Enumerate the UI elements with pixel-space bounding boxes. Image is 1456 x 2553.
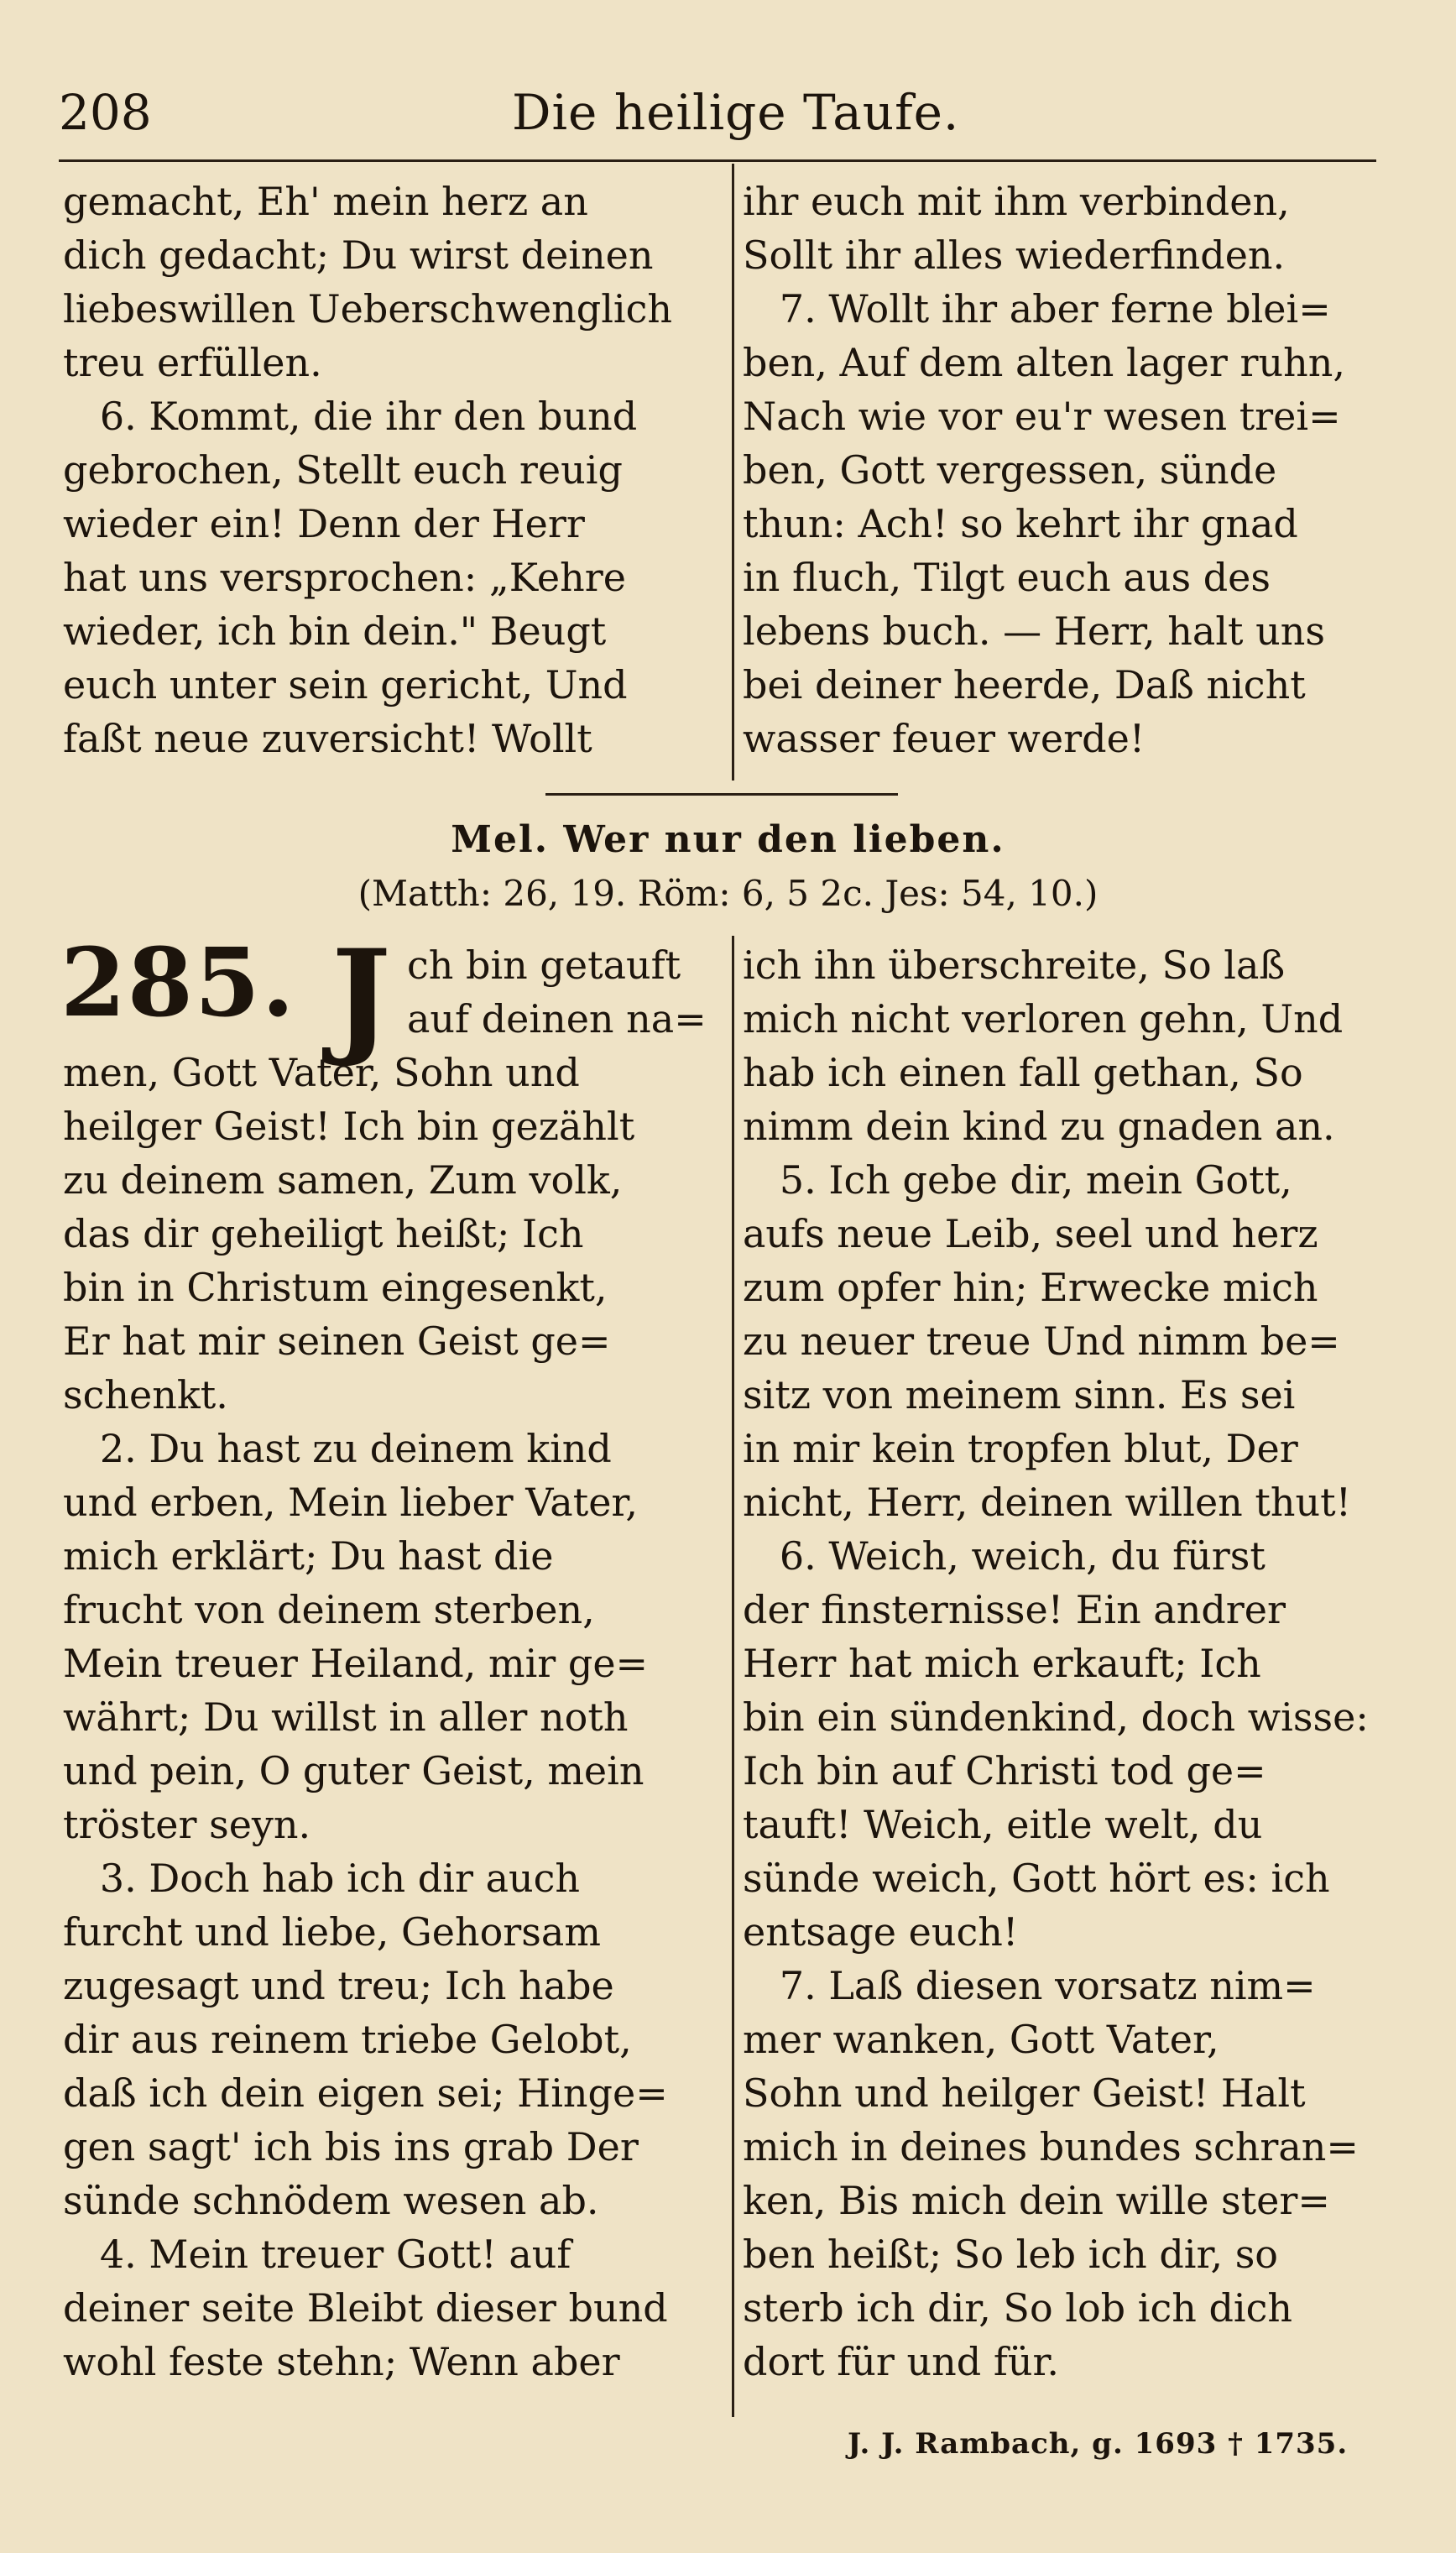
text-line: wieder, ich bin dein." Beugt: [63, 608, 607, 654]
text-line: ben, Gott vergessen, sünde: [743, 447, 1277, 493]
text-line: sterb ich dir, So lob ich dich: [743, 2285, 1293, 2331]
text-line: faßt neue zuversicht! Wollt: [63, 716, 592, 761]
text-line: nimm dein kind zu gnaden an.: [743, 1104, 1335, 1149]
column-divider-top: [732, 164, 734, 781]
text-line: liebeswillen Ueberschwenglich: [63, 286, 673, 332]
text-line: ken, Bis mich dein wille ster=: [743, 2178, 1330, 2223]
text-line: 7. Laß diesen vorsatz nim=: [743, 1963, 1316, 2008]
text-line: und pein, O guter Geist, mein: [63, 1748, 645, 1793]
text-line: 2. Du hast zu deinem kind: [63, 1426, 612, 1471]
text-line: zum opfer hin; Erwecke mich: [743, 1265, 1318, 1310]
author-credit: J. J. Rambach, g. 1693 † 1735.: [848, 2427, 1349, 2461]
hymn-first-lines: [407, 938, 726, 1046]
text-line: gemacht, Eh' mein herz an: [63, 179, 588, 224]
text-line: 6. Weich, weich, du fürst: [743, 1533, 1266, 1579]
text-line: Herr hat mich erkauft; Ich: [743, 1641, 1261, 1686]
text-line: dir aus reinem triebe Gelobt,: [63, 2017, 632, 2062]
text-line: in mir kein tropfen blut, Der: [743, 1426, 1298, 1471]
text-line: ihr euch mit ihm verbinden,: [743, 179, 1290, 224]
text-line: schenkt.: [63, 1372, 228, 1417]
text-line: sünde weich, Gott hört es: ich: [743, 1856, 1330, 1901]
text-line: deiner seite Bleibt dieser bund: [63, 2285, 668, 2331]
text-line: sünde schnödem wesen ab.: [63, 2178, 599, 2223]
text-line: dort für und für.: [743, 2339, 1060, 2384]
text-line: währt; Du willst in aller noth: [63, 1694, 629, 1740]
text-line: mich in deines bundes schran=: [743, 2124, 1359, 2169]
text-line: zu neuer treue Und nimm be=: [743, 1318, 1340, 1364]
hymn-number: 285.: [60, 928, 296, 1038]
text-line: ben heißt; So leb ich dir, so: [743, 2232, 1279, 2277]
top-left-column: [63, 175, 726, 765]
header-rule: [59, 159, 1376, 162]
text-line: ben, Auf dem alten lager ruhn,: [743, 340, 1345, 385]
hymn-left-column: [63, 1046, 726, 2389]
text-line: thun: Ach! so kehrt ihr gnad: [743, 501, 1298, 546]
page-header: [59, 77, 1376, 153]
text-line: zu deinem samen, Zum volk,: [63, 1157, 623, 1203]
text-line: Er hat mir seinen Geist ge=: [63, 1318, 611, 1364]
text-line: 7. Wollt ihr aber ferne blei=: [743, 286, 1331, 332]
text-line: 3. Doch hab ich dir auch: [63, 1856, 581, 1901]
text-line: ch bin getauft: [407, 942, 681, 988]
text-line: mer wanken, Gott Vater,: [743, 2017, 1219, 2062]
column-divider-bottom: [732, 936, 734, 2417]
text-line: 6. Kommt, die ihr den bund: [63, 394, 638, 439]
text-line: treu erfüllen.: [63, 340, 322, 385]
text-line: in fluch, Tilgt euch aus des: [743, 555, 1271, 600]
text-line: auf deinen na=: [407, 996, 707, 1042]
running-title: Die heilige Taufe.: [512, 84, 960, 141]
hymn-right-column: [743, 938, 1406, 2389]
text-line: Mein treuer Heiland, mir ge=: [63, 1641, 649, 1686]
text-line: Sohn und heilger Geist! Halt: [743, 2070, 1306, 2116]
text-line: tauft! Weich, eitle welt, du: [743, 1802, 1263, 1847]
text-line: men, Gott Vater, Sohn und: [63, 1050, 580, 1095]
text-line: euch unter sein gericht, Und: [63, 662, 628, 707]
text-line: gen sagt' ich bis ins grab Der: [63, 2124, 639, 2169]
text-line: hab ich einen fall gethan, So: [743, 1050, 1303, 1095]
text-line: wohl feste stehn; Wenn aber: [63, 2339, 620, 2384]
scripture-references: (Matth: 26, 19. Röm: 6, 5 2c. Jes: 54, 10.): [357, 873, 1099, 914]
text-line: lebens buch. — Herr, halt uns: [743, 608, 1326, 654]
page-number: 208: [59, 84, 152, 141]
text-line: tröster seyn.: [63, 1802, 311, 1847]
text-line: furcht und liebe, Gehorsam: [63, 1909, 601, 1955]
text-line: bei deiner heerde, Daß nicht: [743, 662, 1306, 707]
text-line: frucht von deinem sterben,: [63, 1587, 595, 1632]
text-line: dich gedacht; Du wirst deinen: [63, 232, 654, 278]
text-line: wasser feuer werde!: [743, 716, 1145, 761]
text-line: gebrochen, Stellt euch reuig: [63, 447, 623, 493]
text-line: Sollt ihr alles wiederfinden.: [743, 232, 1286, 278]
text-line: bin in Christum eingesenkt,: [63, 1265, 608, 1310]
text-line: Nach wie vor eu'r wesen trei=: [743, 394, 1341, 439]
text-line: mich erklärt; Du hast die: [63, 1533, 554, 1579]
text-line: zugesagt und treu; Ich habe: [63, 1963, 614, 2008]
text-line: 5. Ich gebe dir, mein Gott,: [743, 1157, 1292, 1203]
text-line: bin ein sündenkind, doch wisse:: [743, 1694, 1369, 1740]
text-line: mich nicht verloren gehn, Und: [743, 996, 1344, 1042]
text-line: aufs neue Leib, seel und herz: [743, 1211, 1318, 1256]
text-line: Ich bin auf Christi tod ge=: [743, 1748, 1266, 1793]
text-line: das dir geheiligt heißt; Ich: [63, 1211, 584, 1256]
text-line: und erben, Mein lieber Vater,: [63, 1480, 638, 1525]
text-line: 4. Mein treuer Gott! auf: [63, 2232, 571, 2277]
text-line: entsage euch!: [743, 1909, 1019, 1955]
section-rule: [545, 793, 898, 796]
text-line: der finsternisse! Ein andrer: [743, 1587, 1286, 1632]
melody-line: Mel. Wer nur den lieben.: [451, 818, 1005, 861]
text-line: nicht, Herr, deinen willen thut!: [743, 1480, 1352, 1525]
text-line: daß ich dein eigen sei; Hinge=: [63, 2070, 668, 2116]
text-line: sitz von meinem sinn. Es sei: [743, 1372, 1296, 1417]
text-line: wieder ein! Denn der Herr: [63, 501, 585, 546]
text-line: ich ihn überschreite, So laß: [743, 942, 1286, 988]
drop-cap: J: [331, 922, 391, 1070]
top-right-column: [743, 175, 1406, 765]
text-line: heilger Geist! Ich bin gezählt: [63, 1104, 635, 1149]
text-line: hat uns versprochen: „Kehre: [63, 555, 626, 600]
